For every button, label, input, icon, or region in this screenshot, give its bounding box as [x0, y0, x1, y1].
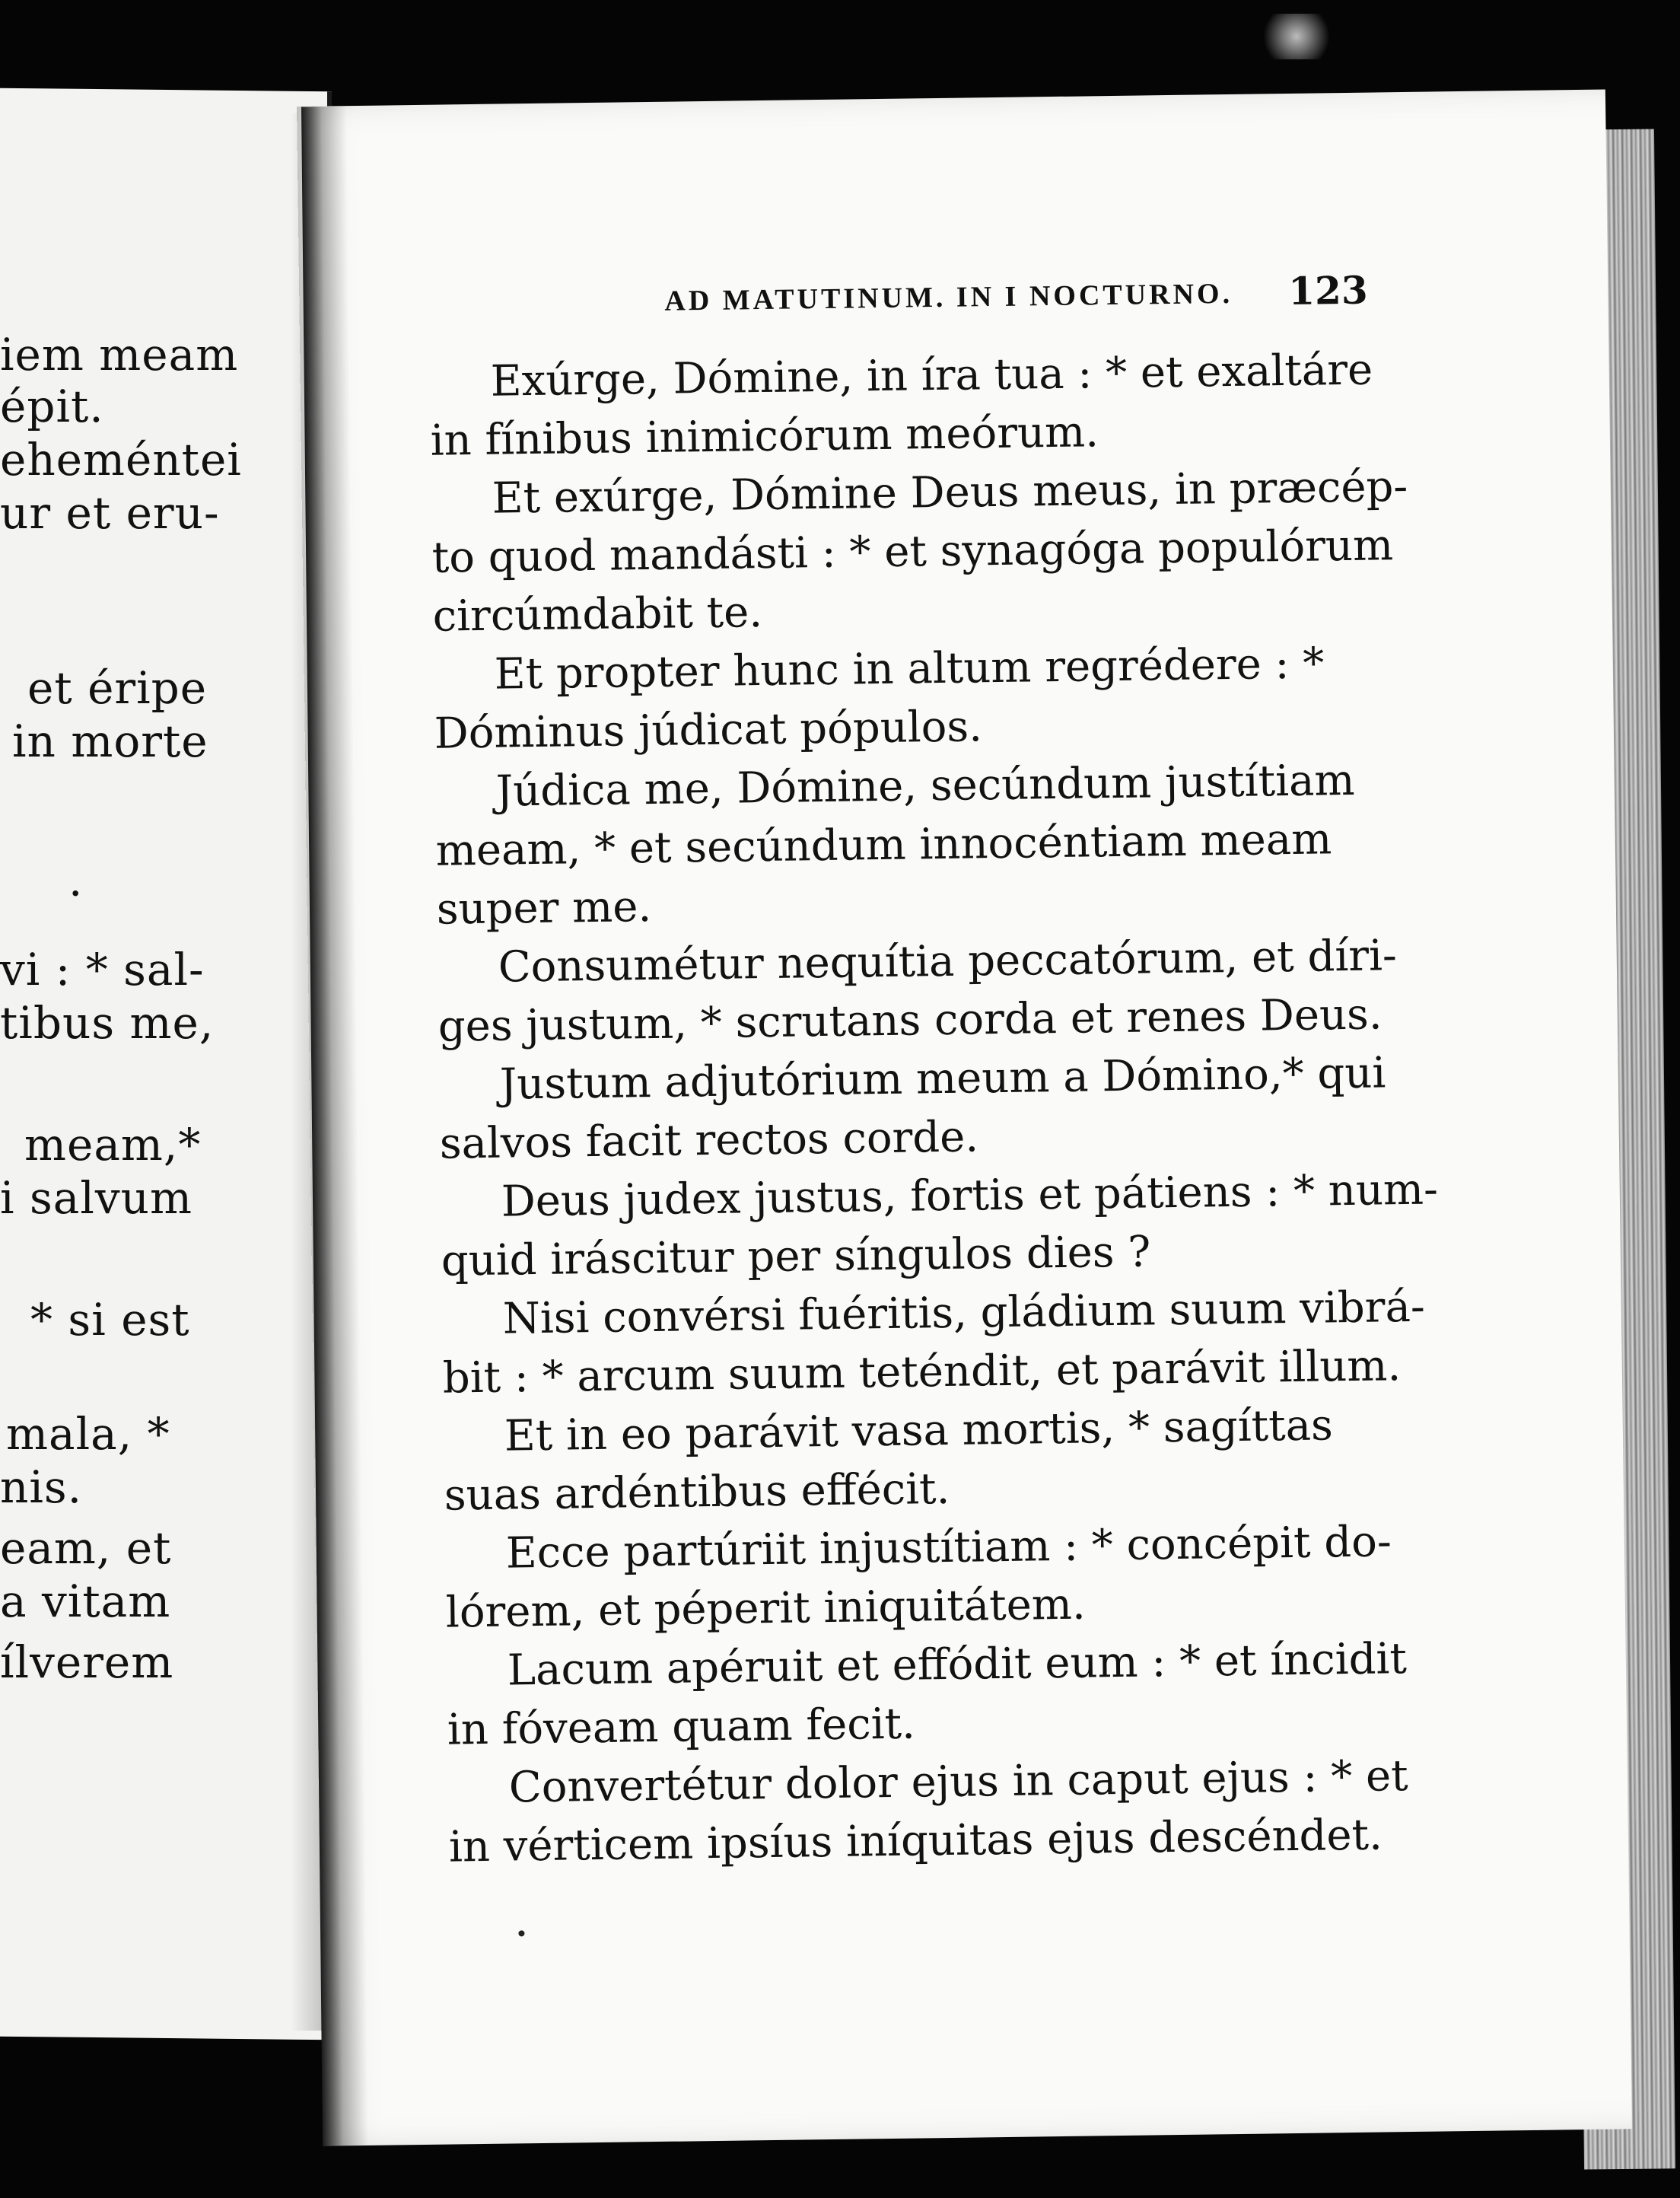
verse-line: Ecce partúriit injustítiam : * concépit do-: [505, 1517, 1392, 1578]
verse-line: circúmdabit te.: [432, 588, 763, 642]
verse-line: in fínibus inimicórum meórum.: [430, 407, 1099, 466]
left-page-line: ílverem: [0, 1636, 174, 1688]
left-page-line: i salvum: [0, 1172, 192, 1224]
verse-line: quid iráscitur per síngulos dies ?: [441, 1227, 1151, 1286]
verse-line: in vérticem ipsíus iníquitas ejus descéndet.: [448, 1810, 1383, 1872]
verse-line: Exúrge, Dómine, in íra tua : * et exaltáre: [490, 345, 1373, 406]
verse-line: Dóminus júdicat pópulos.: [434, 702, 983, 759]
left-page-line: * si est: [30, 1294, 190, 1346]
left-page-line: vi : * sal-: [0, 944, 205, 995]
verse-line: Júdica me, Dómine, secúndum justítiam: [495, 755, 1355, 817]
left-page-line: et éripe: [27, 662, 208, 714]
verse-line: suas ardéntibus effécit.: [444, 1464, 950, 1521]
ink-speck: [518, 1930, 524, 1936]
left-page-line: ·: [68, 868, 84, 919]
verse-line: in fóveam quam fecit.: [447, 1699, 916, 1755]
left-page-line: iem meam: [0, 329, 239, 381]
verse-line: Deus judex justus, fortis et pátiens : * num-: [501, 1164, 1439, 1227]
verse-line: Convertétur dolor ejus in caput ejus : * et: [508, 1751, 1409, 1813]
left-page-line: épit.: [0, 381, 104, 432]
verse-line: bit : * arcum suum teténdit, et parávit illum.: [442, 1341, 1402, 1403]
verse-line: Et in eo parávit vasa mortis, * sagíttas: [504, 1400, 1334, 1461]
psalm-text: [429, 342, 1461, 1879]
right-page: [297, 89, 1632, 2145]
left-page-line: ur et eru-: [0, 487, 220, 539]
left-page-line: eheméntei: [0, 434, 242, 486]
left-page-line: in morte: [12, 715, 208, 767]
verse-line: ges justum, * scrutans corda et renes Deus.: [438, 989, 1383, 1052]
verse-line: salvos facit rectos corde.: [439, 1112, 979, 1169]
left-page-line: a vitam: [0, 1575, 171, 1627]
verse-line: Lacum apéruit et effódit eum : * et íncidit: [507, 1634, 1408, 1696]
verse-line: Nisi convérsi fuéritis, gládium suum vibrá-: [502, 1282, 1426, 1344]
verse-line: Et propter hunc in altum regrédere : *: [494, 639, 1325, 699]
verse-line: Et exúrge, Dómine Deus meus, in præcép-: [492, 461, 1408, 524]
left-page-line: nis.: [0, 1461, 83, 1513]
verse-line: super me.: [436, 881, 652, 935]
left-page-line: meam,*: [24, 1119, 202, 1171]
left-page-line: eam, et: [0, 1522, 172, 1574]
scan-artifact: [1263, 14, 1347, 59]
verse-line: Justum adjutórium meum a Dómino,* qui: [499, 1048, 1386, 1110]
running-head: AD MATUTINUM. IN I NOCTURNO.: [664, 277, 1233, 317]
verse-line: to quod mandásti : * et synagóga populórum: [431, 521, 1394, 583]
left-page-line: tibus me,: [0, 997, 215, 1049]
left-page-line: mala, *: [6, 1408, 170, 1460]
verse-line: lórem, et péperit iniquitátem.: [445, 1579, 1087, 1638]
verse-line: meam, * et secúndum innocéntiam meam: [435, 814, 1332, 876]
verse-line: Consumétur nequítia peccatórum, et díri-: [498, 931, 1398, 992]
page-number: 123: [1287, 267, 1369, 314]
